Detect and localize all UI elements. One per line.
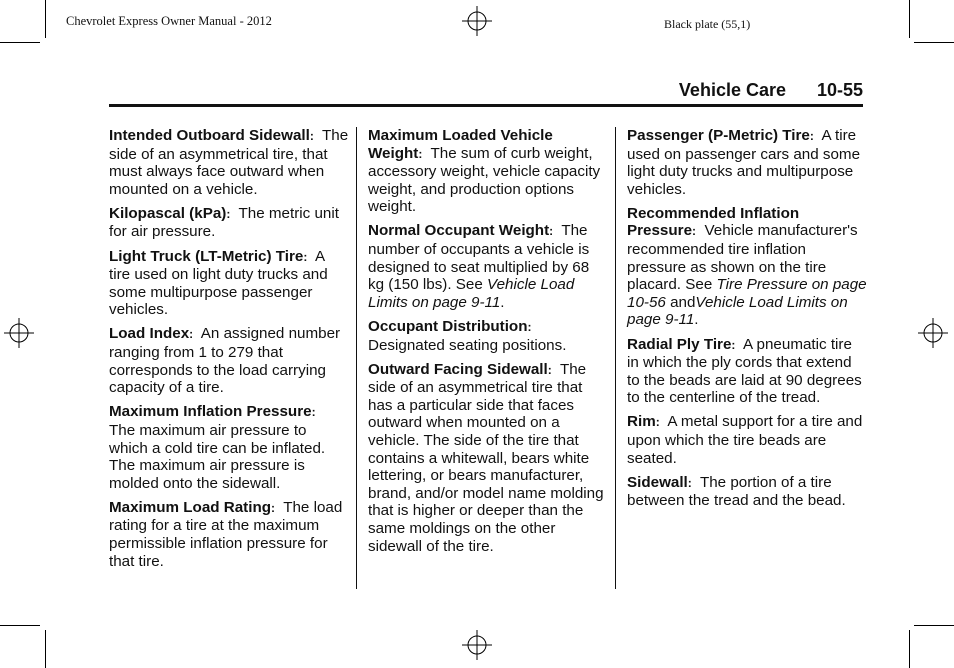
registration-mark-icon: [918, 318, 948, 348]
glossary-term: Maximum Loaded Vehicle Weight: [368, 127, 553, 162]
column-3: [627, 127, 867, 516]
crop-mark: [45, 0, 46, 38]
term-separator: :: [547, 362, 552, 377]
glossary-definition: The maximum air pressure to which a cold tire can be inflated. The maximum air pressure is molded onto the sidewall.: [109, 421, 326, 492]
term-separator: :: [731, 337, 736, 352]
glossary-entry: [368, 127, 608, 216]
glossary-term: Maximum Inflation Pressure: [109, 403, 312, 421]
glossary-definition: The side of an asymmetrical tire, that must always face outward when mounted on a vehicle.: [109, 127, 349, 198]
term-separator: :: [418, 146, 423, 161]
term-separator: :: [189, 327, 194, 342]
column-2: [368, 127, 608, 562]
cross-reference: Tire Pressure on page 10-56: [627, 276, 867, 311]
column-1: [109, 127, 349, 577]
glossary-term: Radial Ply Tire: [627, 335, 732, 353]
term-separator: :: [549, 224, 554, 239]
term-separator: :: [687, 475, 692, 490]
column-divider: [356, 127, 357, 589]
glossary-term: Maximum Load Rating: [109, 498, 272, 516]
glossary-entry: [368, 222, 608, 311]
glossary-definition: .: [500, 293, 505, 311]
term-separator: :: [311, 405, 316, 420]
glossary-definition: The sum of curb weight, accessory weight, vehicle capacity weight, and production options weight.: [368, 144, 601, 216]
glossary-entry: [109, 248, 349, 319]
crop-mark: [0, 625, 40, 626]
term-separator: :: [303, 249, 308, 264]
glossary-term: Recommended Inflation Pressure: [627, 204, 800, 240]
page-number: 10-55: [816, 80, 863, 100]
print-meta-right: Black plate (55,1): [664, 17, 751, 31]
glossary-term: Sidewall: [627, 473, 688, 491]
glossary-term: Kilopascal (kPa): [109, 204, 227, 222]
cross-reference: Vehicle Load Limits on page 9-11: [627, 293, 848, 329]
glossary-definition: The side of an asymmetrical tire that has a particular side that faces outward when mounted on a vehicle. The side of the tire that contains a whitewall, bears white lettering, or bears manufacturer, brand, and/or model name molding that is higher or deeper than the same moldings on the other sidewall of the tire.: [368, 360, 604, 555]
glossary-entry: [109, 205, 349, 241]
glossary-definition: A metal support for a tire and upon which the tire beads are seated.: [627, 413, 863, 467]
glossary-definition: An assigned number ranging from 1 to 279 that corresponds to the load carrying capacity of a tire.: [109, 325, 341, 397]
glossary-entry: [627, 127, 867, 198]
glossary-definition: Vehicle manufacturer's recommended tire inflation pressure as shown on the tire placard. See: [627, 222, 858, 294]
glossary-entry: [627, 413, 867, 467]
glossary-definition: A pneumatic tire in which the ply cords that extend to the beads are laid at 90 degrees to the centerline of the tread.: [627, 335, 862, 407]
glossary-entry: [627, 336, 867, 407]
glossary-definition: The metric unit for air pressure.: [109, 204, 339, 241]
glossary-entry: [368, 361, 608, 556]
crop-mark: [909, 630, 910, 668]
term-separator: :: [309, 129, 314, 143]
glossary-definition: A tire used on light duty trucks and some multipurpose passenger vehicles.: [109, 247, 328, 319]
glossary-entry: [368, 318, 608, 354]
glossary-definition: The load rating for a tire at the maximum permissible inflation pressure for that tire.: [109, 498, 343, 570]
registration-mark-icon: [4, 318, 34, 348]
crop-mark: [914, 42, 954, 43]
section-title: Vehicle Care: [678, 80, 786, 100]
glossary-definition: A tire used on passenger cars and some light duty trucks and multipurpose vehicles.: [627, 127, 861, 198]
glossary-definition: Designated seating positions.: [368, 336, 567, 354]
term-separator: :: [527, 319, 532, 334]
glossary-definition: .: [694, 311, 699, 329]
glossary-entry: [109, 403, 349, 492]
glossary-entry: [109, 499, 349, 570]
glossary-term: Passenger (P-Metric) Tire: [627, 127, 810, 144]
registration-mark-icon: [462, 630, 492, 660]
glossary-term: Light Truck (LT-Metric) Tire: [109, 247, 304, 265]
term-separator: :: [655, 415, 660, 430]
crop-mark: [45, 630, 46, 668]
glossary-term: Occupant Distribution: [368, 317, 528, 335]
glossary-entry: [627, 205, 867, 329]
crop-mark: [914, 625, 954, 626]
glossary-entry: [109, 325, 349, 396]
glossary-term: Normal Occupant Weight: [368, 222, 550, 240]
column-divider: [615, 127, 616, 589]
term-separator: :: [809, 129, 814, 143]
glossary-term: Load Index: [109, 325, 190, 343]
term-separator: :: [271, 500, 276, 515]
page-header: [109, 80, 863, 107]
cross-reference: Vehicle Load Limits on page 9-11: [368, 276, 575, 311]
glossary-term: Outward Facing Sidewall: [368, 360, 548, 378]
glossary-definition: The number of occupants a vehicle is designed to seat multiplied by 68 kg (150 lbs). See: [368, 222, 590, 294]
glossary-definition: The portion of a tire between the tread and the bead.: [627, 473, 846, 510]
registration-mark-icon: [462, 6, 492, 36]
term-separator: :: [226, 206, 231, 221]
glossary-definition: and: [665, 293, 696, 311]
term-separator: :: [692, 224, 697, 239]
crop-mark: [909, 0, 910, 38]
crop-mark: [0, 42, 40, 43]
glossary-entry: [627, 474, 867, 510]
glossary-entry: [109, 127, 349, 198]
glossary-term: Rim: [627, 413, 656, 431]
glossary-term: Intended Outboard Sidewall: [109, 127, 310, 144]
print-meta-left: Chevrolet Express Owner Manual - 2012: [66, 14, 272, 28]
